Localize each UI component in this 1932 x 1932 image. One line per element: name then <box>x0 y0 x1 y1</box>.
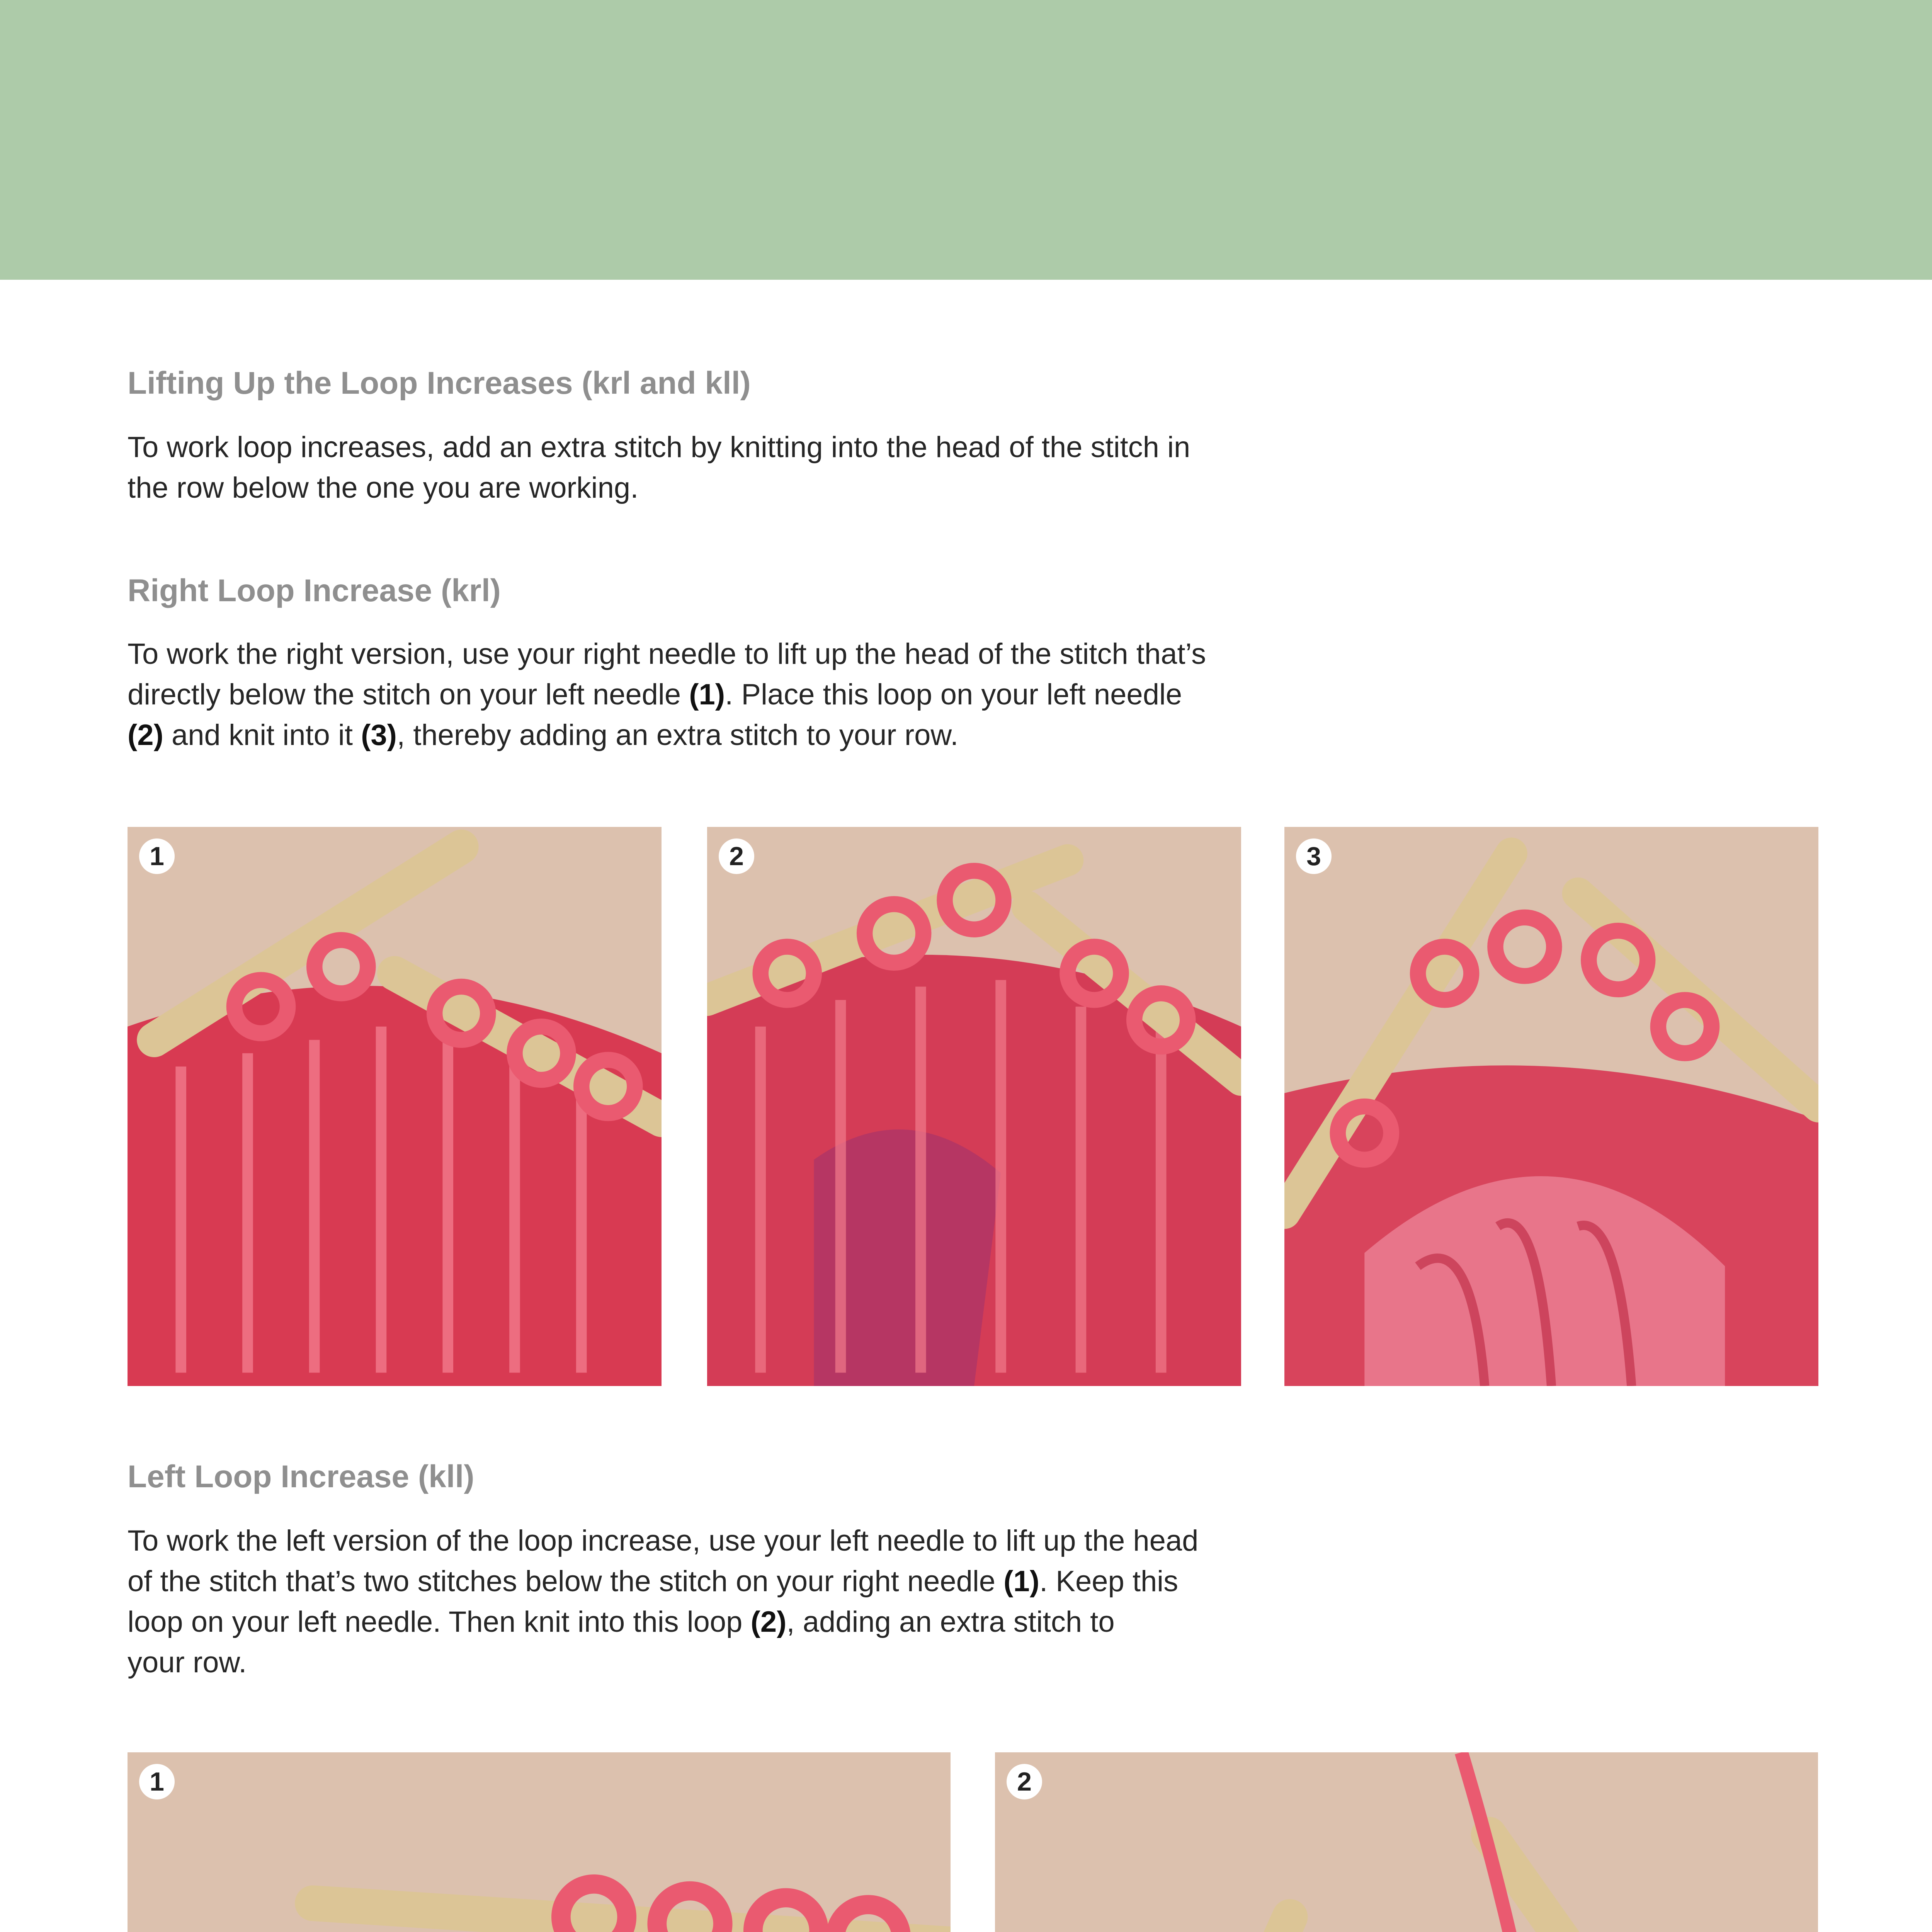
header-color-band <box>0 0 1932 280</box>
right-loop-photo-1 <box>128 827 662 1386</box>
right-line-3d: , thereby adding an extra stitch to your row. <box>396 719 959 752</box>
left-loop-photo-2 <box>995 1752 1818 1932</box>
right-line-3b: and knit into it <box>163 719 361 752</box>
knitting-photo-illustration <box>707 827 1241 1386</box>
intro-line-2: the row below the one you are working. <box>128 471 639 504</box>
left-loop-paragraph <box>128 1520 1233 1683</box>
right-loop-paragraph <box>128 634 1233 755</box>
left-line-3a: loop on your left needle. Then knit into this loop <box>128 1605 751 1638</box>
right-loop-photo-2 <box>707 827 1241 1386</box>
intro-line-1: To work loop increases, add an extra stitch by knitting into the head of the stitch in <box>128 431 1190 464</box>
left-line-2a: of the stitch that’s two stitches below the stitch on your right needle <box>128 1565 1004 1598</box>
knitting-photo-illustration <box>995 1752 1818 1932</box>
step-ref-2: (2) <box>750 1605 787 1638</box>
left-line-2c: . Keep this <box>1039 1565 1179 1598</box>
intro-paragraph <box>128 427 1233 508</box>
knitting-photo-illustration <box>128 1752 951 1932</box>
knitting-photo-illustration <box>128 827 662 1386</box>
right-line-1: To work the right version, use your right needle to lift up the head of the stitch that’s <box>128 638 1206 670</box>
step-ref-1: (1) <box>689 678 725 711</box>
left-loop-photo-1 <box>128 1752 951 1932</box>
section-heading-loop-increases: Lifting Up the Loop Increases (krl and kll) <box>128 366 751 401</box>
left-line-1: To work the left version of the loop increase, use your left needle to lift up the head <box>128 1524 1199 1557</box>
step-number-badge: 2 <box>1007 1764 1042 1799</box>
step-number-badge: 1 <box>139 838 175 874</box>
step-number-badge: 3 <box>1296 838 1332 874</box>
right-loop-photo-3 <box>1284 827 1818 1386</box>
right-line-2a: directly below the stitch on your left needle <box>128 678 689 711</box>
step-ref-2: (2) <box>128 719 163 752</box>
step-number-badge: 1 <box>139 1764 175 1799</box>
section-heading-right-loop-increase: Right Loop Increase (krl) <box>128 573 501 608</box>
step-ref-1: (1) <box>1003 1565 1040 1598</box>
right-line-2c: . Place this loop on your left needle <box>725 678 1182 711</box>
section-heading-left-loop-increase: Left Loop Increase (kll) <box>128 1459 474 1494</box>
knitting-photo-illustration <box>1284 827 1818 1386</box>
left-line-3c: , adding an extra stitch to <box>786 1605 1115 1638</box>
step-ref-3: (3) <box>361 719 397 752</box>
left-line-4: your row. <box>128 1646 247 1679</box>
step-number-badge: 2 <box>719 838 754 874</box>
